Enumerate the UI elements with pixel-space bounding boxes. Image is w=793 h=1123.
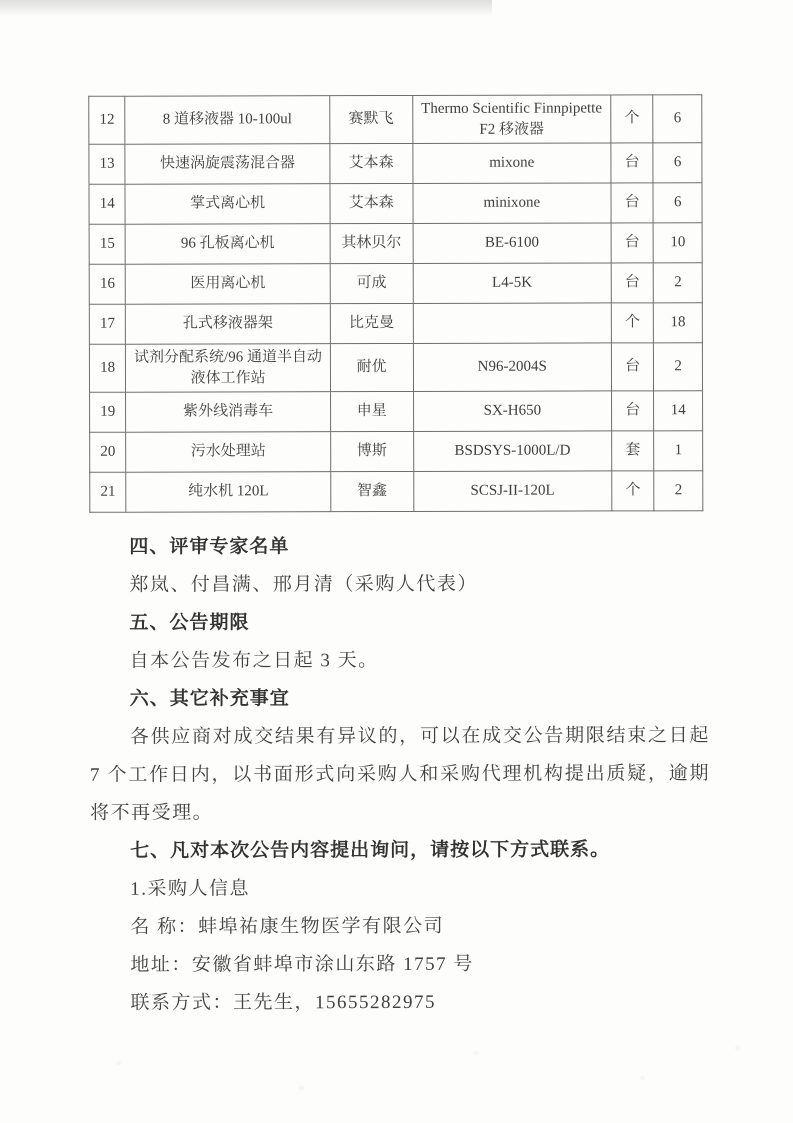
cell-brand: 耐优 — [330, 343, 413, 391]
equipment-table-wrap — [88, 94, 703, 513]
table-row — [89, 303, 702, 345]
table-row — [89, 263, 702, 305]
cell-brand: 可成 — [330, 263, 413, 303]
section-5-heading: 五、公告期限 — [129, 612, 250, 634]
cell-brand: 赛默飞 — [329, 95, 412, 143]
cell-brand: 比克曼 — [330, 303, 413, 343]
cell-model: SCSJ-II-120L — [413, 471, 611, 512]
table-row — [90, 431, 703, 473]
notice-period: 自本公告发布之日起 3 天。 — [129, 650, 379, 672]
cell-qty: 18 — [654, 303, 703, 343]
cell-seq: 19 — [90, 392, 127, 432]
cell-unit: 台 — [611, 143, 654, 183]
buyer-name: 名 称：蚌埠祐康生物医学有限公司 — [130, 915, 445, 938]
cell-unit: 台 — [611, 183, 654, 223]
cell-name: 快速涡旋震荡混合器 — [125, 144, 329, 185]
table-row — [89, 183, 702, 225]
table-row — [89, 223, 702, 265]
cell-qty: 6 — [653, 183, 702, 223]
cell-unit: 个 — [612, 471, 655, 511]
cell-brand: 申星 — [330, 391, 413, 431]
document-sections — [89, 527, 710, 1023]
cell-qty: 6 — [653, 143, 702, 183]
cell-unit: 台 — [611, 343, 654, 391]
cell-seq: 18 — [89, 344, 126, 392]
cell-unit: 台 — [611, 391, 654, 431]
cell-qty: 14 — [654, 391, 703, 431]
cell-name: 96 孔板离心机 — [125, 224, 329, 265]
objection-paragraph: 各供应商对成交结果有异议的，可以在成交公告期限结束之日起 7 个工作日内，以书面形式向采购人和采购代理机构提出质疑，逾期将不再受理。 — [90, 725, 711, 824]
cell-model: minixone — [413, 183, 611, 224]
cell-brand: 智鑫 — [330, 471, 413, 511]
cell-seq: 21 — [90, 472, 127, 512]
cell-model: mixone — [413, 143, 611, 184]
cell-qty: 6 — [653, 95, 702, 143]
cell-qty: 2 — [654, 343, 703, 391]
cell-seq: 15 — [89, 224, 126, 264]
table-row — [89, 95, 702, 145]
cell-name: 紫外线消毒车 — [126, 392, 330, 433]
cell-model: Thermo Scientific Finnpipette F2 移液器 — [412, 95, 610, 144]
cell-seq: 13 — [89, 144, 126, 184]
section-7-heading: 七、凡对本次公告内容提出询问，请按以下方式联系。 — [130, 839, 611, 862]
cell-seq: 17 — [89, 304, 126, 344]
cell-brand: 博斯 — [330, 431, 413, 471]
cell-name: 掌式离心机 — [125, 184, 329, 225]
cell-name: 试剂分配系统/96 通道半自动液体工作站 — [126, 344, 330, 393]
cell-name: 污水处理站 — [126, 432, 330, 473]
cell-model: N96-2004S — [413, 343, 611, 392]
cell-seq: 12 — [89, 96, 126, 144]
cell-name: 医用离心机 — [126, 264, 330, 305]
equipment-table — [88, 94, 703, 513]
cell-brand: 艾本森 — [330, 143, 413, 183]
table-row — [90, 471, 703, 513]
scan-artifact-top — [0, 0, 492, 16]
cell-model — [413, 303, 611, 344]
cell-model: BE-6100 — [413, 223, 611, 264]
cell-name: 纯水机 120L — [126, 472, 330, 513]
table-row — [89, 343, 702, 393]
cell-name: 孔式移液器架 — [126, 304, 330, 345]
cell-qty: 10 — [653, 223, 702, 263]
cell-unit: 台 — [611, 263, 654, 303]
cell-unit: 套 — [612, 431, 655, 471]
table-row — [90, 391, 703, 433]
table-row — [89, 143, 702, 185]
cell-model: SX-H650 — [413, 391, 611, 432]
section-4-heading: 四、评审专家名单 — [129, 536, 290, 558]
cell-unit: 个 — [611, 95, 654, 143]
cell-model: BSDSYS-1000L/D — [413, 431, 611, 472]
cell-qty: 1 — [654, 431, 703, 471]
cell-name: 8 道移液器 10-100ul — [125, 96, 329, 145]
cell-brand: 艾本森 — [330, 183, 413, 223]
cell-model: L4-5K — [413, 263, 611, 304]
buyer-address: 地址：安徽省蚌埠市涂山东路 1757 号 — [130, 953, 474, 976]
cell-unit: 个 — [611, 303, 654, 343]
scan-artifact-bottom — [0, 1023, 793, 1123]
buyer-info-heading: 1.采购人信息 — [130, 878, 251, 900]
cell-brand: 其林贝尔 — [330, 223, 413, 263]
cell-qty: 2 — [654, 471, 703, 511]
cell-unit: 台 — [611, 223, 654, 263]
section-6-heading: 六、其它补充事宜 — [129, 688, 290, 710]
expert-list: 郑岚、付昌满、邢月清（采购人代表） — [129, 573, 478, 596]
cell-seq: 20 — [90, 432, 127, 472]
buyer-contact: 联系方式：王先生，15655282975 — [130, 991, 437, 1014]
cell-qty: 2 — [654, 263, 703, 303]
cell-seq: 14 — [89, 184, 126, 224]
cell-seq: 16 — [89, 264, 126, 304]
